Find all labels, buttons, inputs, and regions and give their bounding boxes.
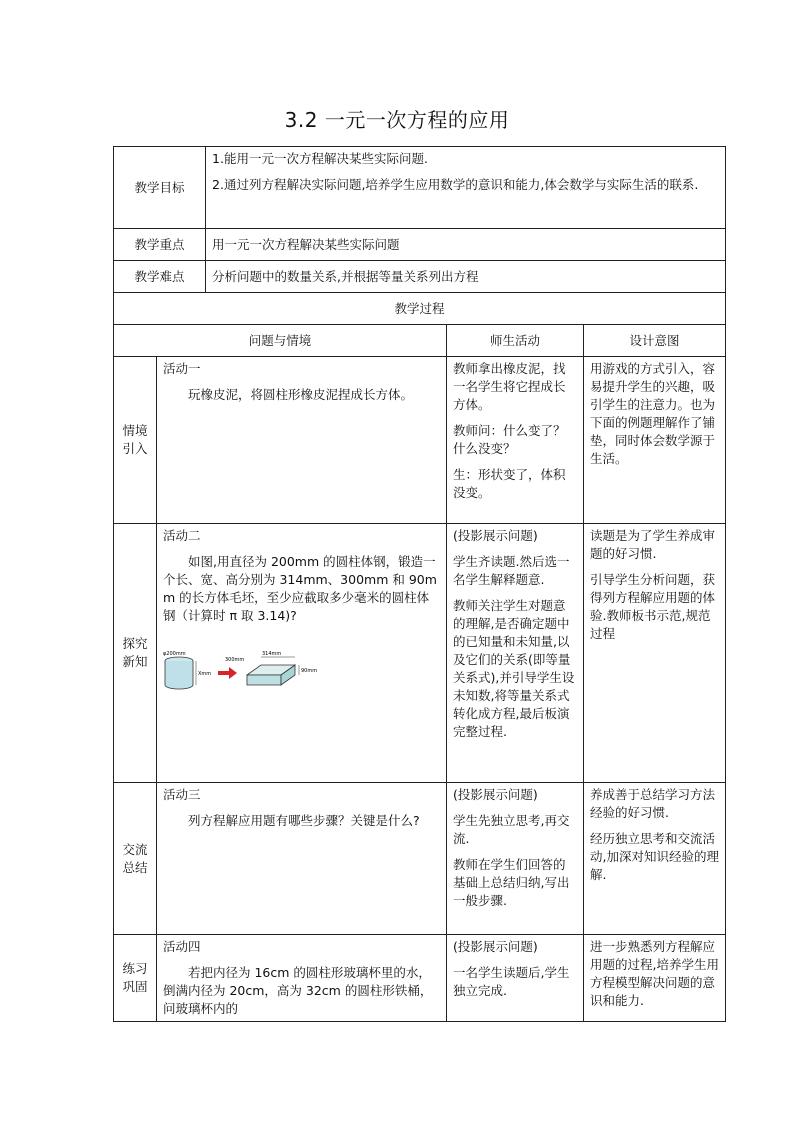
teacher-text: 一名学生读题后,学生独立完成. <box>453 965 570 998</box>
teacher-cell <box>447 524 584 783</box>
problem-text: 若把内径为 16cm 的圆柱形玻璃杯里的水，倒满内径为 20cm，高为 32cm 的圆柱形铁桶，问玻璃杯内的 <box>163 965 433 1016</box>
teacher-cell <box>447 783 584 935</box>
column-header: 设计意图 <box>584 325 726 357</box>
activity-title: 活动四 <box>163 939 201 954</box>
problem-text: 玩橡皮泥，将圆柱形橡皮泥捏成长方体。 <box>188 387 414 402</box>
goals-content <box>206 147 726 229</box>
stage-label-line: 交流 <box>122 841 148 857</box>
intent-text: 引导学生分析问题，获得列方程解应用题的体验.教师板书示范,规范过程 <box>590 572 716 641</box>
stage-label-line: 探究 <box>122 636 148 651</box>
problem-cell <box>157 935 447 1022</box>
height-label: Xmm <box>198 671 212 677</box>
goals-row <box>114 147 726 229</box>
process-header: 教学过程 <box>114 293 726 325</box>
intent-text: 读题是为了学生养成审题的好习惯. <box>590 528 716 561</box>
intent-cell <box>584 783 726 935</box>
stage-label-line: 练习 <box>122 961 148 976</box>
stage-label <box>114 783 157 935</box>
length-label: 314mm <box>262 651 282 657</box>
cuboid-front <box>247 675 281 685</box>
teacher-text: 学生齐读题.然后选一名学生解释题意. <box>453 554 570 587</box>
stage-label <box>114 357 157 524</box>
teacher-cell <box>447 935 584 1022</box>
stage-label-line: 引入 <box>122 441 148 456</box>
key-point-text: 用一元一次方程解决某些实际问题 <box>206 229 726 261</box>
arrow-icon <box>218 667 237 679</box>
difficulty-label: 教学难点 <box>114 261 206 293</box>
stage-label-line: 情境 <box>122 423 148 438</box>
problem-text: 如图,用直径为 200mm 的圆柱体钢，锻造一个长、宽、高分别为 314mm、300mm 和 90mm 的长方体毛坯，至少应截取多少毫米的圆柱体钢（计算时 π 取 3.14)? <box>163 554 437 623</box>
process-header-row <box>114 293 726 325</box>
goal-item: 2.通过列方程解决实际问题,培养学生应用数学的意识和能力,体会数学与实际生活的联系. <box>212 177 699 192</box>
cylinder-to-cuboid-figure <box>163 647 440 695</box>
stage-label <box>114 935 157 1022</box>
stage-row <box>114 783 726 935</box>
teacher-cell <box>447 357 584 524</box>
problem-cell <box>157 357 447 524</box>
teacher-text: (投影展示问题) <box>453 939 538 954</box>
intent-cell <box>584 524 726 783</box>
activity-title: 活动二 <box>163 528 201 543</box>
width-label: 300mm <box>225 657 245 663</box>
lesson-plan-table <box>113 146 726 1022</box>
column-header: 问题与情境 <box>114 325 447 357</box>
difficulty-row <box>114 261 726 293</box>
difficulty-text: 分析问题中的数量关系,并根据等量关系列出方程 <box>206 261 726 293</box>
diameter-label: φ200mm <box>163 651 186 657</box>
teacher-text: (投影展示问题) <box>453 528 538 543</box>
teacher-text: (投影展示问题) <box>453 787 538 802</box>
teacher-text: 教师在学生们回答的基础上总结归纳,写出一般步骤. <box>453 857 570 908</box>
stage-label-line: 新知 <box>122 654 148 669</box>
stage-row <box>114 524 726 783</box>
page-title: 3.2 一元一次方程的应用 <box>284 108 510 132</box>
problem-cell <box>157 783 447 935</box>
depth-label: 90mm <box>301 668 318 674</box>
column-header: 师生活动 <box>447 325 584 357</box>
teacher-text: 教师拿出橡皮泥，找一名学生将它捏成长方体。 <box>453 361 566 412</box>
intent-text: 养成善于总结学习方法经验的好习惯. <box>590 787 716 820</box>
intent-text: 进一步熟悉列方程解应用题的过程,培养学生用方程模型解决问题的意识和能力. <box>590 939 719 1008</box>
problem-text: 列方程解应用题有哪些步骤？关键是什么? <box>188 813 420 828</box>
intent-cell <box>584 357 726 524</box>
activity-title: 活动三 <box>163 787 201 802</box>
problem-cell <box>157 524 447 783</box>
stage-label-line: 总结 <box>122 859 148 875</box>
column-header-row <box>114 325 726 357</box>
cylinder-body <box>165 661 193 689</box>
intent-text: 用游戏的方式引入，容易提升学生的兴趣，吸引学生的注意力。也为下面的例题理解作了铺垫，同时体会数学源于生活。 <box>590 361 716 466</box>
stage-label <box>114 524 157 783</box>
intent-cell <box>584 935 726 1022</box>
key-point-label: 教学重点 <box>114 229 206 261</box>
stage-row <box>114 935 726 1022</box>
figure-svg <box>163 647 333 695</box>
goals-label: 教学目标 <box>114 147 206 229</box>
intent-text: 经历独立思考和交流活动,加深对知识经验的理解. <box>590 831 719 882</box>
activity-title: 活动一 <box>163 361 201 376</box>
teacher-text: 生：形状变了，体积没变。 <box>453 467 566 500</box>
stage-row <box>114 357 726 524</box>
teacher-text: 教师问：什么变了？什么没变？ <box>453 423 566 456</box>
key-point-row <box>114 229 726 261</box>
teacher-text: 学生先独立思考,再交流. <box>453 813 570 846</box>
stage-label-line: 巩固 <box>122 979 148 994</box>
teacher-text: 教师关注学生对题意的理解,是否确定题中的已知量和未知量,以及它们的关系(即等量关系式),并引导学生设未知数,将等量关系式转化成方程,最后板演完整过程. <box>453 598 575 739</box>
goal-item: 1.能用一元一次方程解决某些实际问题. <box>212 151 428 166</box>
